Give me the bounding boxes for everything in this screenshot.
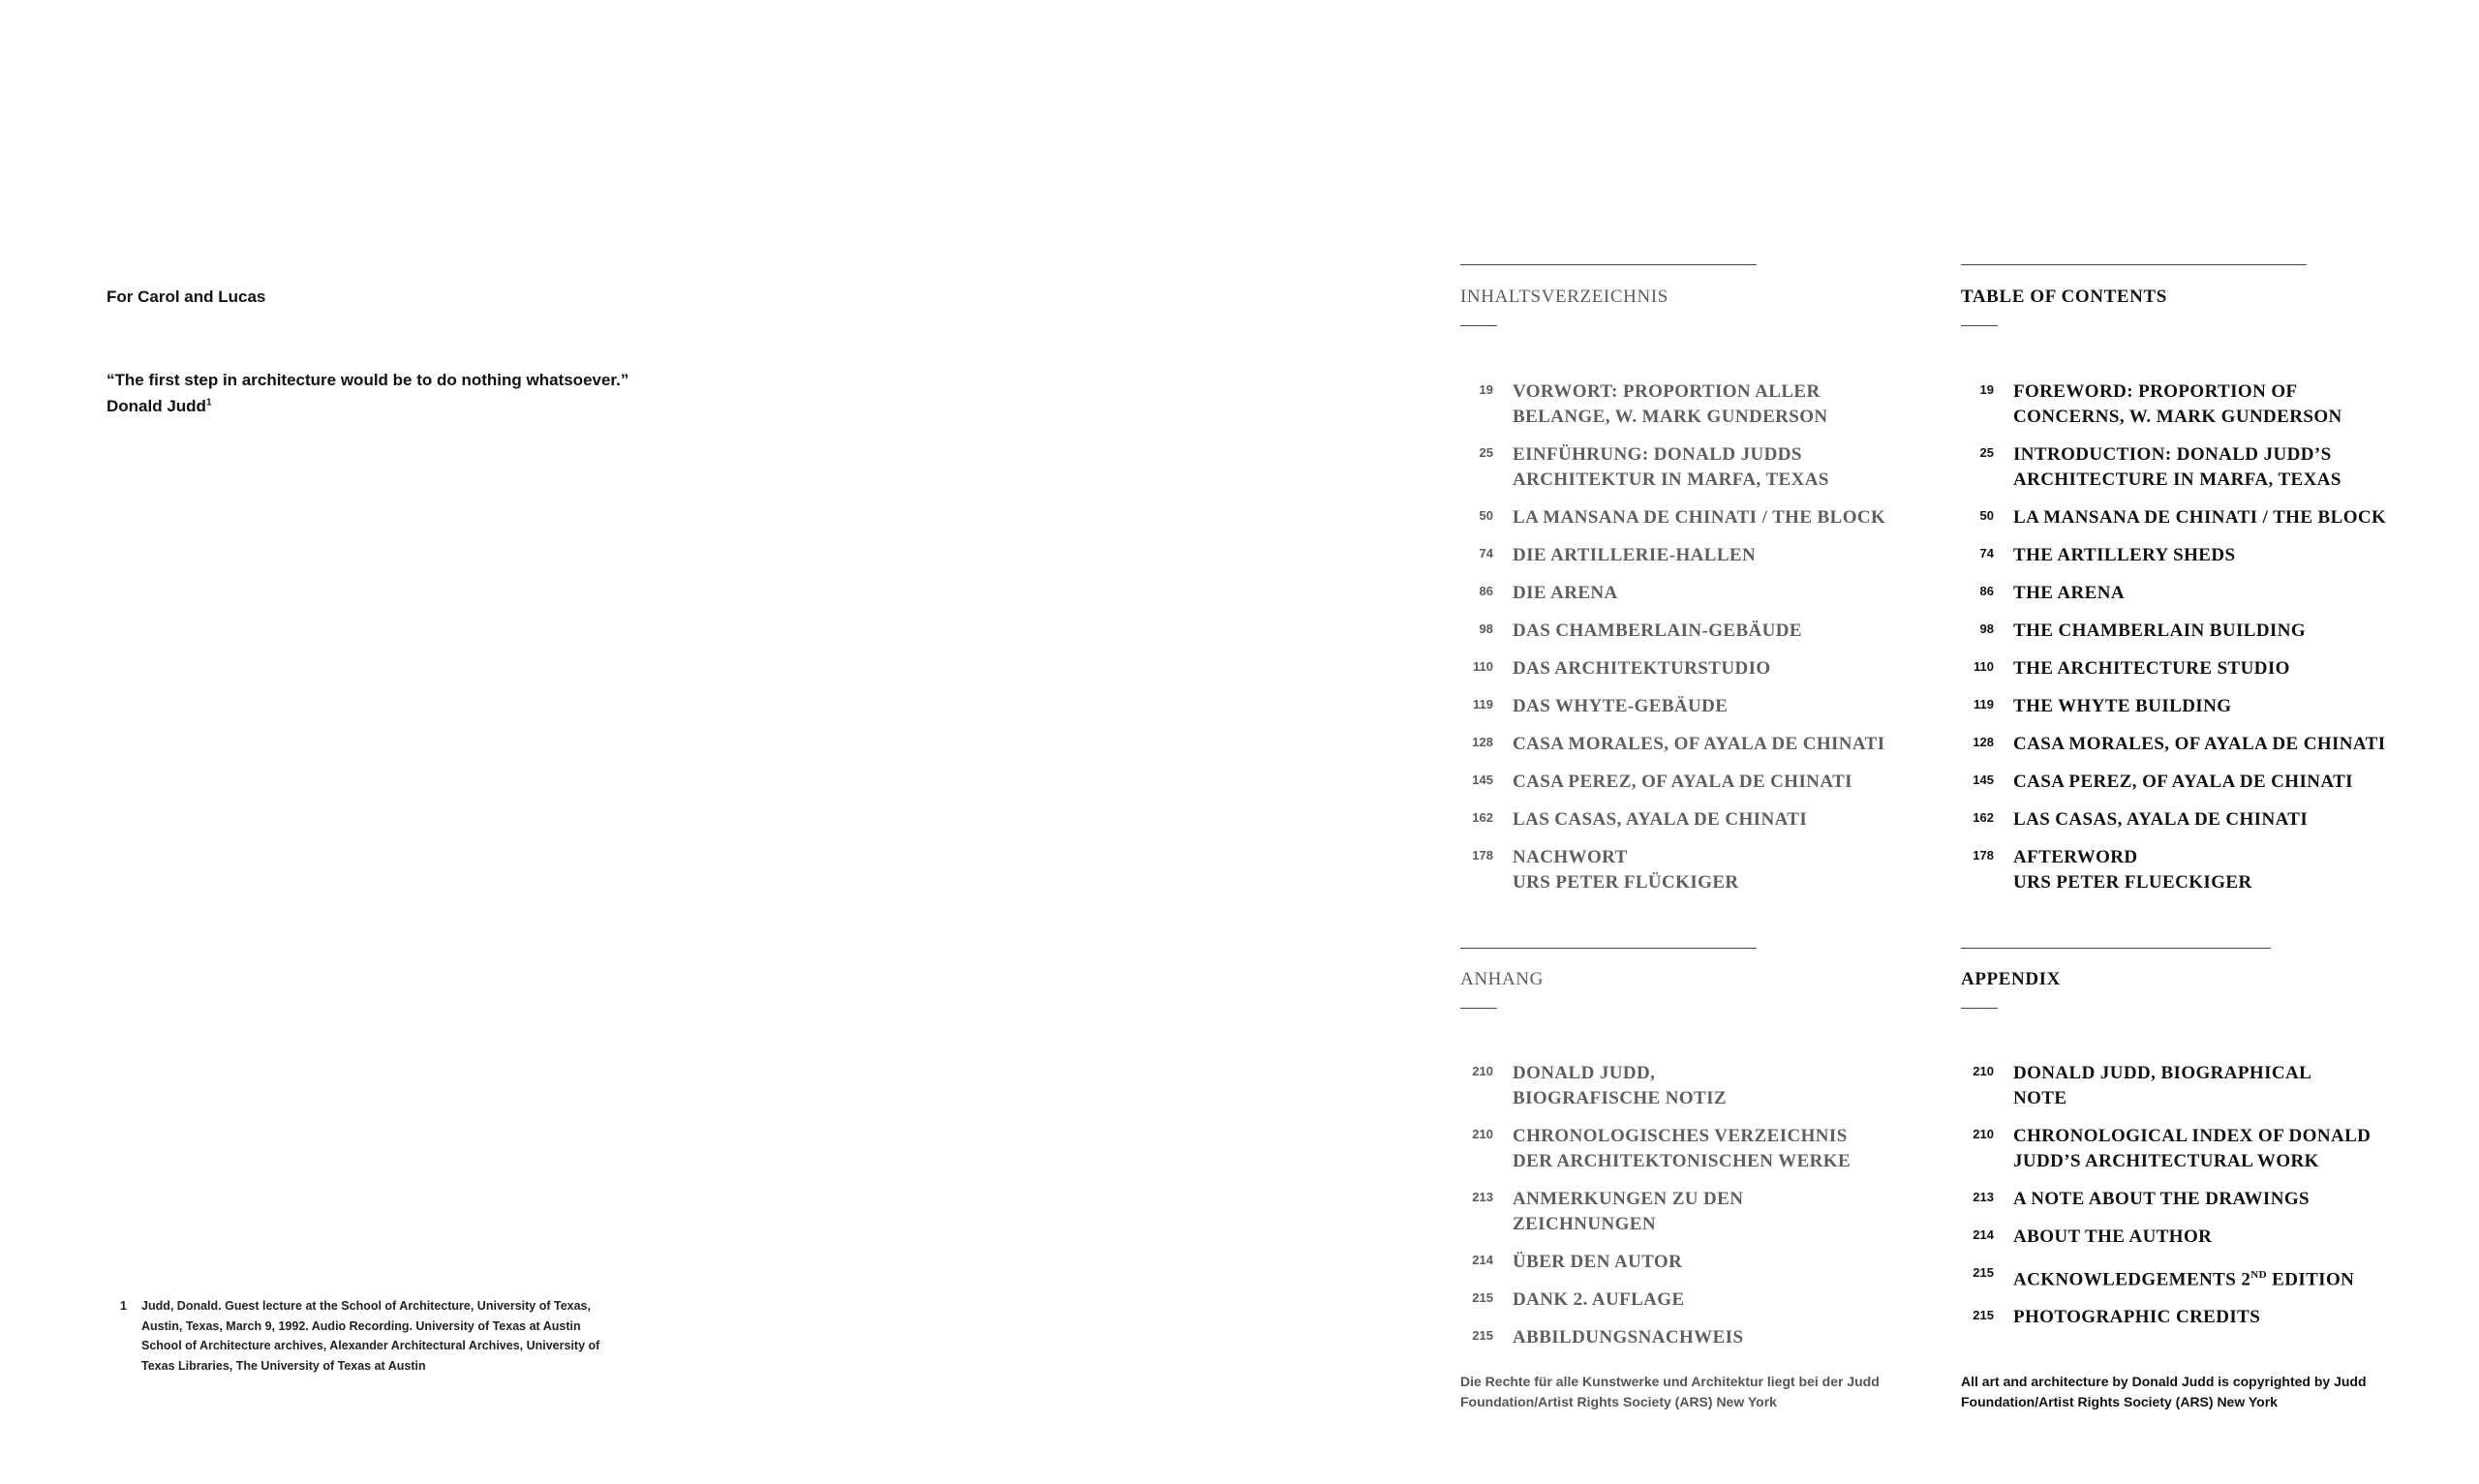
toc-entry-title: INTRODUCTION: DONALD JUDD’S ARCHITECTURE IN MARFA, TEXAS (2013, 444, 2341, 490)
toc-page-number: 214 (1973, 1227, 1994, 1242)
toc-page-number: 86 (1979, 584, 1994, 598)
toc-page-number: 25 (1979, 445, 1994, 460)
toc-page-number: 119 (1974, 697, 1994, 712)
toc-entry-title: DONALD JUDD, BIOGRAFISCHE NOTIZ (1513, 1063, 1727, 1108)
toc-entry (1460, 732, 1925, 757)
heading-underline (1460, 325, 1497, 326)
toc-entry (1460, 379, 1925, 430)
toc-entry (1460, 543, 1925, 568)
ordinal-suffix: ND (2250, 1269, 2267, 1281)
toc-entry (1460, 505, 1925, 530)
toc-page-number: 210 (1472, 1064, 1493, 1078)
toc-entry (1961, 379, 2416, 430)
toc-entry-title: LA MANSANA DE CHINATI / THE BLOCK (1513, 507, 1886, 528)
toc-page-number: 74 (1979, 546, 1994, 560)
toc-entry-title: DAS WHYTE-GEBÄUDE (1513, 696, 1729, 716)
epigraph-author: Donald Judd (107, 397, 206, 415)
toc-entry-title: THE WHYTE BUILDING (2013, 696, 2232, 716)
toc-page-number: 210 (1973, 1064, 1994, 1078)
rights-notice: Die Rechte für alle Kunstwerke und Architektur liegt bei der Judd Foundation/Artist Rights Society (ARS) New York (1460, 1374, 1880, 1409)
toc-entry-title: ABOUT THE AUTHOR (2013, 1227, 2213, 1247)
footnote (120, 1296, 624, 1376)
toc-entry-title: NACHWORT URS PETER FLÜCKIGER (1513, 847, 1739, 893)
toc-page-number: 128 (1472, 735, 1493, 749)
toc-page-number: 110 (1974, 659, 1994, 674)
toc-entry (1460, 1124, 1925, 1174)
toc-entry (1961, 1061, 2416, 1111)
toc-entry (1460, 770, 1925, 795)
toc-page-number: 213 (1973, 1190, 1994, 1204)
toc-entry-title: THE ARTILLERY SHEDS (2013, 545, 2236, 565)
toc-page-number: 178 (1472, 848, 1493, 863)
toc-entry (1460, 619, 1925, 644)
toc-page-number: 215 (1973, 1308, 1994, 1323)
heading-underline (1961, 325, 1998, 326)
toc-entry (1460, 694, 1925, 719)
toc-entry-title: ÜBER DEN AUTOR (1513, 1252, 1683, 1272)
toc-page-number: 162 (1973, 810, 1994, 825)
toc-page-number: 145 (1472, 772, 1493, 787)
toc-entry (1961, 656, 2416, 681)
toc-entry (1460, 1325, 1925, 1350)
toc-page-number: 145 (1973, 772, 1994, 787)
toc-entry-title: DAS ARCHITEKTURSTUDIO (1513, 658, 1771, 679)
epigraph (107, 367, 628, 419)
toc-entry (1460, 581, 1925, 606)
toc-page-number: 128 (1973, 735, 1994, 749)
toc-page-number: 213 (1472, 1190, 1493, 1204)
footnote-text: Judd, Donald. Guest lecture at the School of Architecture, University of Texas, Austin, Texas, March 9, 1992. Audio Recording. University of Texas at Austin School of Architecture archives, Alexander Architectural Archives, University of Texas Libraries, The University of Texas at Austin (141, 1299, 600, 1373)
top-rule (1460, 264, 1757, 265)
toc-page-number: 19 (1479, 382, 1493, 397)
toc-entry (1961, 770, 2416, 795)
toc-entry-title: THE ARENA (2013, 583, 2125, 603)
toc-entry-title: CASA PEREZ, OF AYALA DE CHINATI (2013, 772, 2353, 792)
toc-entry (1961, 1187, 2416, 1212)
toc-entry-title: LA MANSANA DE CHINATI / THE BLOCK (2013, 507, 2387, 528)
toc-entry-title: ABBILDUNGSNACHWEIS (1513, 1327, 1744, 1348)
toc-entry (1961, 1225, 2416, 1250)
toc-heading: INHALTSVERZEICHNIS (1460, 287, 1668, 307)
toc-entry-title: ACKNOWLEDGEMENTS 2ND EDITION (2013, 1269, 2355, 1290)
epigraph-author-line (107, 393, 628, 419)
toc-page-number: 214 (1472, 1253, 1493, 1267)
appendix-heading: APPENDIX (1961, 969, 2061, 989)
footnote-number: 1 (120, 1299, 127, 1313)
epigraph-quote: “The first step in architecture would be to do nothing whatsoever.” (107, 371, 629, 389)
toc-entry-title: DONALD JUDD, BIOGRAPHICAL NOTE (2013, 1063, 2312, 1108)
toc-page-number: 110 (1473, 659, 1493, 674)
toc-entry (1460, 807, 1925, 833)
toc-entry-title: DANK 2. AUFLAGE (1513, 1289, 1685, 1310)
toc-entry (1961, 442, 2416, 493)
toc-page-number: 25 (1479, 445, 1493, 460)
toc-entry-title: DIE ARTILLERIE-HALLEN (1513, 545, 1757, 565)
toc-entry-title: VORWORT: PROPORTION ALLER BELANGE, W. MARK GUNDERSON (1513, 381, 1828, 427)
appendix-rule (1961, 948, 2271, 949)
toc-entry (1460, 1287, 1925, 1313)
top-rule (1961, 264, 2307, 265)
toc-entry-title: CASA MORALES, OF AYALA DE CHINATI (1513, 734, 1885, 754)
toc-entry-title: AFTERWORD URS PETER FLUECKIGER (2013, 847, 2252, 893)
toc-page-number: 215 (1472, 1328, 1493, 1343)
appendix-entries (1460, 1061, 1925, 1363)
toc-entry-title: DIE ARENA (1513, 583, 1618, 603)
toc-entry (1460, 442, 1925, 493)
toc-entry (1961, 619, 2416, 644)
appendix-heading: ANHANG (1460, 969, 1544, 989)
toc-entry-title: LAS CASAS, AYALA DE CHINATI (2013, 809, 2309, 830)
toc-entry-title: CHRONOLOGISCHES VERZEICHNIS DER ARCHITEKTONISCHEN WERKE (1513, 1126, 1852, 1171)
toc-entry (1961, 694, 2416, 719)
toc-entries (1961, 379, 2416, 908)
toc-page-number: 50 (1479, 508, 1493, 523)
rights-notice: All art and architecture by Donald Judd is copyrighted by Judd Foundation/Artist Rights Society (ARS) New York (1961, 1374, 2367, 1409)
toc-entry-title: THE ARCHITECTURE STUDIO (2013, 658, 2290, 679)
toc-entry (1961, 732, 2416, 757)
toc-page-number: 50 (1979, 508, 1994, 523)
toc-entry (1961, 505, 2416, 530)
toc-entry-title: CHRONOLOGICAL INDEX OF DONALD JUDD’S ARCHITECTURAL WORK (2013, 1126, 2372, 1171)
heading-underline (1460, 1008, 1497, 1009)
toc-entry (1460, 1250, 1925, 1275)
toc-entry (1460, 845, 1925, 895)
toc-page-number: 162 (1472, 810, 1493, 825)
toc-entry-title: A NOTE ABOUT THE DRAWINGS (2013, 1189, 2310, 1209)
toc-entry-title: THE CHAMBERLAIN BUILDING (2013, 621, 2307, 641)
appendix-entries (1961, 1061, 2416, 1343)
appendix-rule (1460, 948, 1757, 949)
toc-entry-title: FOREWORD: PROPORTION OF CONCERNS, W. MARK GUNDERSON (2013, 381, 2342, 427)
dedication: For Carol and Lucas (107, 288, 266, 306)
toc-entry (1460, 1187, 1925, 1237)
toc-page-number: 210 (1472, 1127, 1493, 1141)
footnote-reference: 1 (205, 397, 212, 409)
toc-page-number: 86 (1479, 584, 1493, 598)
toc-entry-title: CASA MORALES, OF AYALA DE CHINATI (2013, 734, 2386, 754)
toc-entry-title: DAS CHAMBERLAIN-GEBÄUDE (1513, 621, 1802, 641)
toc-entry-title: EINFÜHRUNG: DONALD JUDDS ARCHITEKTUR IN MARFA, TEXAS (1513, 444, 1829, 490)
toc-page-number: 74 (1479, 546, 1493, 560)
toc-entry (1961, 543, 2416, 568)
toc-entries (1460, 379, 1925, 908)
toc-entry-title: ANMERKUNGEN ZU DEN ZEICHNUNGEN (1513, 1189, 1744, 1234)
toc-page-number: 210 (1973, 1127, 1994, 1141)
toc-entry (1460, 1061, 1925, 1111)
toc-entry-title: PHOTOGRAPHIC CREDITS (2013, 1307, 2261, 1328)
toc-entry (1961, 581, 2416, 606)
toc-page-number: 19 (1979, 382, 1994, 397)
toc-page-number: 215 (1973, 1265, 1994, 1280)
toc-entry (1460, 656, 1925, 681)
toc-entry (1961, 845, 2416, 895)
toc-entry-title: LAS CASAS, AYALA DE CHINATI (1513, 809, 1808, 830)
toc-page-number: 215 (1472, 1290, 1493, 1305)
toc-heading: TABLE OF CONTENTS (1961, 287, 2167, 307)
toc-page-number: 178 (1973, 848, 1994, 863)
toc-entry (1961, 1262, 2416, 1292)
toc-entry-title: CASA PEREZ, OF AYALA DE CHINATI (1513, 772, 1852, 792)
toc-entry (1961, 1305, 2416, 1330)
toc-entry (1961, 807, 2416, 833)
heading-underline (1961, 1008, 1998, 1009)
toc-page-number: 98 (1979, 621, 1994, 636)
right-page (1240, 0, 2479, 1484)
toc-page-number: 119 (1473, 697, 1493, 712)
toc-page-number: 98 (1479, 621, 1493, 636)
toc-entry (1961, 1124, 2416, 1174)
